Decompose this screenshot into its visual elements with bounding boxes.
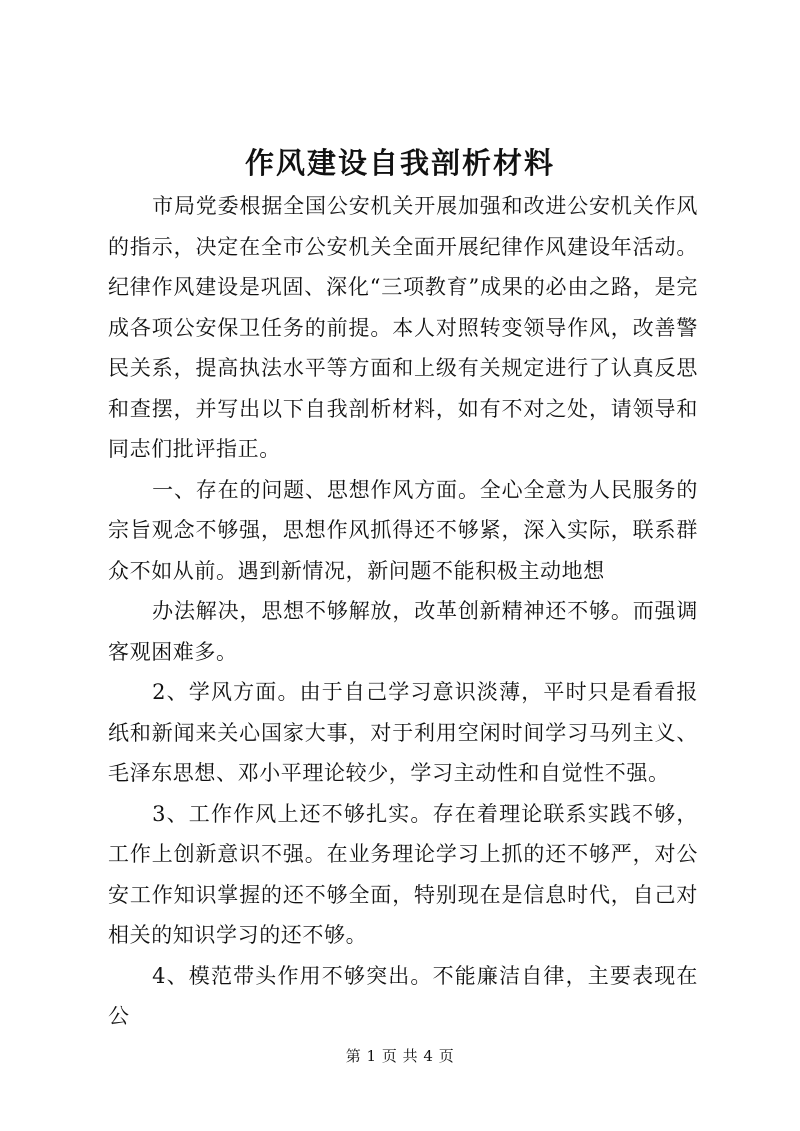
paragraph-section-2: 2、学风方面。由于自己学习意识淡薄，平时只是看看报纸和新闻来关心国家大事，对于利用空闲时间学习马列主义、毛泽东思想、邓小平理论较少，学习主动性和自觉性不强。 (108, 680, 698, 785)
paragraph-section-1: 一、存在的问题、思想作风方面。全心全意为人民服务的宗旨观念不够强，思想作风抓得还不够紧，深入实际，联系群众不如从前。遇到新情况，新问题不能积极主动地想 (108, 477, 698, 583)
document-title: 作风建设自我剖析材料 (244, 146, 555, 180)
paragraph-intro: 市局党委根据全国公安机关开展加强和改进公安机关作风的指示，决定在全市公安机关全面开展纪律作风建设年活动。纪律作风建设是巩固、深化“三项教育”成果的必由之路，是完成各项公安保卫任务的前提。本人对照转变领导作风，改善警民关系，提高执法水平等方面和上级有关规定进行了认真反思和查摆，并写出以下自我剖析材料，如有不对之处，请领导和同志们批评指正。 (108, 194, 698, 461)
page-number-footer: 第 1 页 共 4 页 (345, 1047, 455, 1065)
document-body (108, 186, 698, 1037)
paragraph-section-4: 4、模范带头作用不够突出。不能廉洁自律，主要表现在公 (108, 963, 698, 1028)
paragraph-section-1-continued: 办法解决，思想不够解放，改革创新精神还不够。而强调客观困难多。 (108, 599, 698, 664)
paragraph-section-3: 3、工作作风上还不够扎实。存在着理论联系实践不够，工作上创新意识不强。在业务理论学习上抓的还不够严，对公安工作知识掌握的还不够全面，特别现在是信息时代，自己对相关的知识学习的还不够。 (108, 801, 698, 947)
